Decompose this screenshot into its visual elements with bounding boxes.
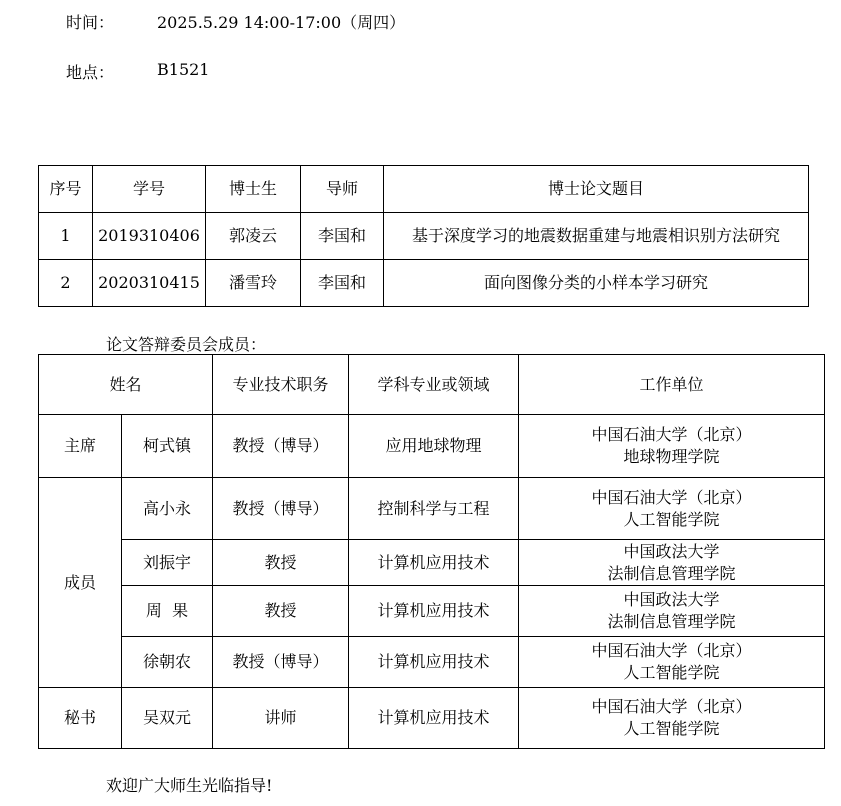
role-chair: 主席 [39, 415, 122, 478]
welcome-text: 欢迎广大师生光临指导! [106, 776, 273, 795]
org-school: 法制信息管理学院 [607, 612, 736, 631]
header-student-id: 学号 [93, 166, 206, 213]
member-title: 教授（博导） [213, 415, 349, 478]
member-title: 教授（博导） [213, 637, 349, 688]
member-name: 周 果 [122, 586, 213, 637]
thesis-title-cell: 面向图像分类的小样本学习研究 [384, 260, 809, 307]
member-name: 柯式镇 [122, 415, 213, 478]
committee-header-row [39, 355, 825, 415]
seq-cell: 1 [39, 213, 93, 260]
header-org: 工作单位 [519, 355, 825, 415]
member-org [519, 415, 825, 478]
member-field: 计算机应用技术 [349, 540, 519, 586]
table-row [39, 586, 825, 637]
thesis-table [38, 165, 809, 307]
member-field: 计算机应用技术 [349, 637, 519, 688]
time-label: 时间： [66, 13, 115, 32]
member-title: 教授（博导） [213, 478, 349, 540]
member-name: 徐朝农 [122, 637, 213, 688]
org-school: 人工智能学院 [623, 719, 720, 738]
member-org [519, 478, 825, 540]
org-university: 中国石油大学（北京） [591, 641, 752, 660]
committee-intro: 论文答辩委员会成员： [106, 335, 267, 354]
member-org [519, 540, 825, 586]
role-secretary: 秘书 [39, 688, 122, 749]
member-field: 控制科学与工程 [349, 478, 519, 540]
header-seq: 序号 [39, 166, 93, 213]
table-row [39, 213, 809, 260]
thesis-header-row [39, 166, 809, 213]
org-school: 地球物理学院 [623, 447, 720, 466]
org-school: 人工智能学院 [623, 663, 720, 682]
org-university: 中国石油大学（北京） [591, 487, 752, 507]
table-row [39, 540, 825, 586]
org-school: 法制信息管理学院 [607, 563, 736, 583]
header-title: 专业技术职务 [213, 355, 349, 415]
student-name-cell: 潘雪玲 [206, 260, 301, 307]
student-id-cell: 2019310406 [93, 213, 206, 260]
member-org [519, 586, 825, 637]
member-title: 教授 [213, 540, 349, 586]
org-university: 中国石油大学（北京） [591, 425, 752, 444]
member-org [519, 637, 825, 688]
member-field: 应用地球物理 [349, 415, 519, 478]
thesis-title-cell: 基于深度学习的地震数据重建与地震相识别方法研究 [384, 213, 809, 260]
role-member: 成员 [39, 478, 122, 688]
place-label: 地点： [66, 63, 115, 82]
member-name: 高小永 [122, 478, 213, 540]
header-field: 学科专业或领域 [349, 355, 519, 415]
advisor-cell: 李国和 [301, 213, 384, 260]
table-row [39, 688, 825, 749]
org-university: 中国石油大学（北京） [591, 697, 752, 716]
header-thesis-title: 博士论文题目 [384, 166, 809, 213]
committee-table [38, 354, 825, 749]
advisor-cell: 李国和 [301, 260, 384, 307]
table-row [39, 260, 809, 307]
table-row [39, 637, 825, 688]
seq-cell: 2 [39, 260, 93, 307]
member-title: 教授 [213, 586, 349, 637]
student-name-cell: 郭凌云 [206, 213, 301, 260]
org-university: 中国政法大学 [623, 590, 720, 609]
member-title: 讲师 [213, 688, 349, 749]
org-school: 人工智能学院 [623, 509, 720, 529]
org-university: 中国政法大学 [623, 541, 720, 561]
place-value: B1521 [157, 60, 210, 79]
member-name: 吴双元 [122, 688, 213, 749]
student-id-cell: 2020310415 [93, 260, 206, 307]
time-value: 2025.5.29 14:00-17:00（周四） [157, 13, 406, 32]
header-name: 姓名 [39, 355, 213, 415]
header-advisor: 导师 [301, 166, 384, 213]
table-row [39, 478, 825, 540]
table-row [39, 415, 825, 478]
member-field: 计算机应用技术 [349, 586, 519, 637]
member-field: 计算机应用技术 [349, 688, 519, 749]
member-name: 刘振宇 [122, 540, 213, 586]
header-phd-student: 博士生 [206, 166, 301, 213]
member-org [519, 688, 825, 749]
